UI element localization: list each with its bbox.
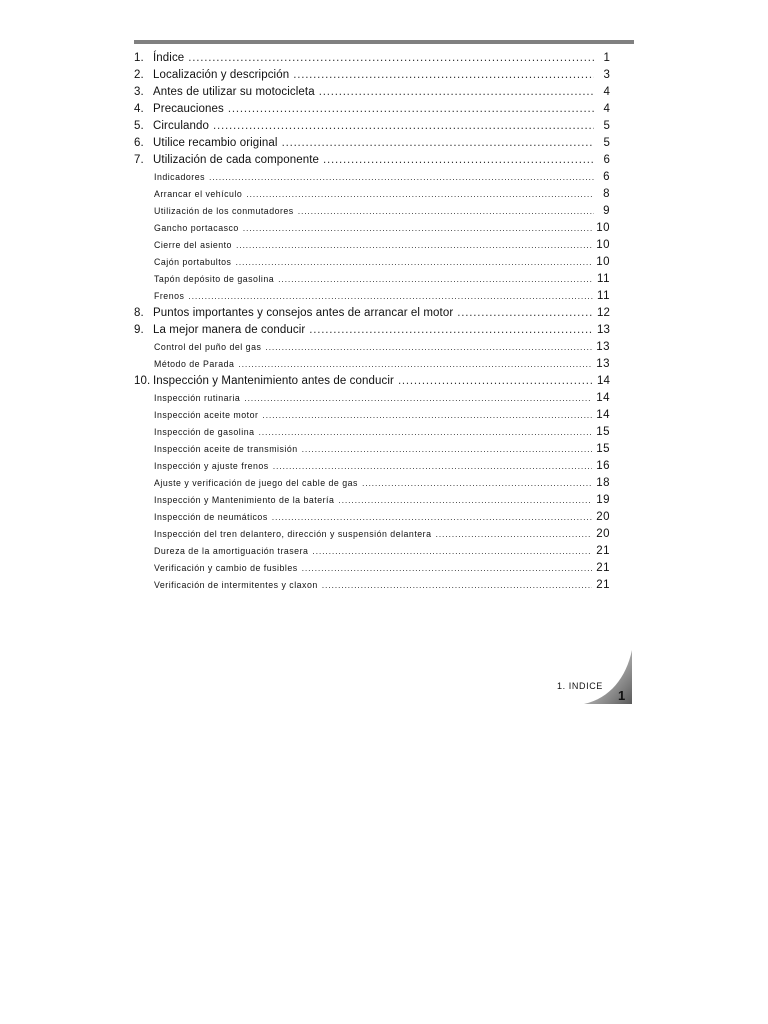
toc-entry-page: 18 xyxy=(596,477,610,489)
toc-entry[interactable] xyxy=(154,477,610,489)
toc-entry-label: La mejor manera de conducir xyxy=(153,324,306,336)
toc-leader-dots xyxy=(293,69,594,81)
toc-entry[interactable] xyxy=(154,545,610,557)
toc-entry-number: 8. xyxy=(134,307,144,319)
toc-entry-label: Gancho portacasco xyxy=(154,223,239,233)
toc-leader-dots xyxy=(338,495,592,505)
toc-entry-page: 12 xyxy=(597,307,610,319)
toc-leader-dots xyxy=(273,461,592,471)
toc-entry-page: 6 xyxy=(603,171,610,183)
toc-entry-label: Dureza de la amortiguación trasera xyxy=(154,546,309,556)
toc-entry[interactable] xyxy=(134,154,610,166)
toc-leader-dots xyxy=(265,342,592,352)
toc-entry-label: Tapón depósito de gasolina xyxy=(154,274,275,284)
toc-entry[interactable] xyxy=(134,307,610,319)
toc-entry-page: 4 xyxy=(603,103,610,115)
toc-leader-dots xyxy=(188,52,594,64)
toc-leader-dots xyxy=(312,546,592,556)
page-corner-decoration xyxy=(580,648,636,706)
toc-leader-dots xyxy=(278,274,593,284)
toc-entry-number: 4. xyxy=(134,103,144,115)
toc-entry[interactable] xyxy=(134,120,610,132)
toc-entry-label: Control del puño del gas xyxy=(154,342,262,352)
toc-leader-dots xyxy=(243,223,592,233)
toc-entry-label: Indicadores xyxy=(154,172,205,182)
toc-entry-label: Verificación de intermitentes y claxon xyxy=(154,580,318,590)
toc-entry-page: 3 xyxy=(603,69,610,81)
toc-entry-number: 3. xyxy=(134,86,144,98)
toc-leader-dots xyxy=(302,563,593,573)
toc-entry[interactable] xyxy=(134,103,610,115)
toc-entry-page: 20 xyxy=(596,511,610,523)
footer-section-label: 1. INDICE xyxy=(557,681,603,691)
toc-entry-label: Utilice recambio original xyxy=(153,137,278,149)
toc-entry-page: 14 xyxy=(596,409,610,421)
toc-entry[interactable] xyxy=(134,69,610,81)
toc-entry-label: Localización y descripción xyxy=(153,69,290,81)
toc-leader-dots xyxy=(188,291,593,301)
toc-entry-page: 21 xyxy=(596,562,610,574)
toc-entry-number: 6. xyxy=(134,137,144,149)
toc-entry-label: Inspección aceite motor xyxy=(154,410,259,420)
toc-entry-label: Arrancar el vehículo xyxy=(154,189,243,199)
toc-entry-page: 13 xyxy=(597,324,610,336)
toc-entry-page: 21 xyxy=(596,545,610,557)
toc-entry[interactable] xyxy=(134,86,610,98)
toc-entry[interactable] xyxy=(154,222,610,234)
toc-entry-page: 5 xyxy=(603,137,610,149)
toc-entry[interactable] xyxy=(154,205,610,217)
page-number: 1 xyxy=(618,688,626,703)
toc-entry-number: 7. xyxy=(134,154,144,166)
toc-leader-dots xyxy=(282,137,594,149)
toc-entry-label: Cajón portabultos xyxy=(154,257,232,267)
toc-entry-page: 6 xyxy=(603,154,610,166)
toc-entry[interactable] xyxy=(154,494,610,506)
toc-leader-dots xyxy=(209,172,594,182)
toc-leader-dots xyxy=(262,410,592,420)
toc-entry[interactable] xyxy=(154,443,610,455)
toc-entry-label: Cierre del asiento xyxy=(154,240,232,250)
toc-entry-label: Inspección y Mantenimiento de la batería xyxy=(154,495,335,505)
toc-entry-label: Método de Parada xyxy=(154,359,235,369)
toc-leader-dots xyxy=(322,580,592,590)
toc-entry[interactable] xyxy=(134,137,610,149)
toc-entry-page: 19 xyxy=(596,494,610,506)
toc-entry-page: 21 xyxy=(596,579,610,591)
toc-entry-page: 14 xyxy=(597,375,610,387)
toc-entry-page: 10 xyxy=(596,239,610,251)
toc-leader-dots xyxy=(246,189,594,199)
toc-leader-dots xyxy=(362,478,592,488)
toc-entry-number: 5. xyxy=(134,120,144,132)
toc-entry[interactable] xyxy=(154,511,610,523)
toc-entry[interactable] xyxy=(154,171,610,183)
toc-entry-page: 4 xyxy=(603,86,610,98)
toc-entry-page: 10 xyxy=(596,256,610,268)
toc-entry[interactable] xyxy=(154,579,610,591)
toc-entry-page: 14 xyxy=(596,392,610,404)
toc-leader-dots xyxy=(228,103,594,115)
toc-leader-dots xyxy=(235,257,592,267)
toc-entry[interactable] xyxy=(154,239,610,251)
toc-entry[interactable] xyxy=(154,426,610,438)
toc-entry[interactable] xyxy=(154,256,610,268)
toc-entry-label: Antes de utilizar su motocicleta xyxy=(153,86,315,98)
toc-entry-label: Puntos importantes y consejos antes de arrancar el motor xyxy=(153,307,454,319)
toc-entry-page: 1 xyxy=(603,52,610,64)
toc-leader-dots xyxy=(319,86,594,98)
toc-entry[interactable] xyxy=(134,324,610,336)
toc-entry-page: 13 xyxy=(596,341,610,353)
top-rule xyxy=(134,40,634,44)
toc-entry-label: Inspección aceite de transmisión xyxy=(154,444,298,454)
toc-entry[interactable] xyxy=(154,392,610,404)
toc-entry-label: Verificación y cambio de fusibles xyxy=(154,563,298,573)
toc-entry-label: Inspección de gasolina xyxy=(154,427,255,437)
toc-entry-number: 1. xyxy=(134,52,144,64)
toc-entry-label: Inspección del tren delantero, dirección y suspensión delantera xyxy=(154,529,432,539)
toc-entry-page: 9 xyxy=(603,205,610,217)
toc-entry-page: 11 xyxy=(597,290,610,302)
toc-leader-dots xyxy=(298,206,594,216)
toc-entry-page: 8 xyxy=(603,188,610,200)
toc-entry[interactable] xyxy=(154,358,610,370)
toc-entry-page: 13 xyxy=(596,358,610,370)
toc-leader-dots xyxy=(435,529,592,539)
toc-entry-label: Inspección y ajuste frenos xyxy=(154,461,269,471)
toc-entry-label: Índice xyxy=(153,52,185,64)
toc-entry[interactable] xyxy=(154,290,610,302)
toc-entry-page: 15 xyxy=(596,443,610,455)
toc-entry-label: Inspección y Mantenimiento antes de conducir xyxy=(153,375,394,387)
toc-leader-dots xyxy=(238,359,592,369)
toc-entry[interactable] xyxy=(154,273,610,285)
toc-leader-dots xyxy=(259,427,593,437)
toc-entry-label: Inspección rutinaria xyxy=(154,393,241,403)
toc-entry[interactable] xyxy=(134,375,610,387)
toc-entry[interactable] xyxy=(154,188,610,200)
toc-entry[interactable] xyxy=(154,460,610,472)
toc-entry-page: 16 xyxy=(596,460,610,472)
toc-entry-label: Frenos xyxy=(154,291,185,301)
toc-entry-number: 9. xyxy=(134,324,144,336)
toc-entry-page: 20 xyxy=(596,528,610,540)
toc-leader-dots xyxy=(272,512,592,522)
toc-entry[interactable] xyxy=(154,562,610,574)
toc-entry[interactable] xyxy=(154,341,610,353)
toc-leader-dots xyxy=(457,307,593,319)
toc-leader-dots xyxy=(323,154,594,166)
toc-entry-label: Ajuste y verificación de juego del cable de gas xyxy=(154,478,358,488)
toc-entry-page: 10 xyxy=(596,222,610,234)
toc-entry-label: Inspección de neumáticos xyxy=(154,512,268,522)
toc-entry[interactable] xyxy=(154,409,610,421)
toc-entry-number: 2. xyxy=(134,69,144,81)
toc-leader-dots xyxy=(398,375,593,387)
toc-leader-dots xyxy=(309,324,593,336)
toc-leader-dots xyxy=(213,120,594,132)
toc-entry-number: 10. xyxy=(134,375,151,387)
toc-entry-page: 15 xyxy=(596,426,610,438)
toc-entry-page: 5 xyxy=(603,120,610,132)
toc-entry-label: Utilización de cada componente xyxy=(153,154,320,166)
toc-entry[interactable] xyxy=(134,52,610,64)
toc-entry-label: Utilización de los conmutadores xyxy=(154,206,294,216)
toc-entry[interactable] xyxy=(154,528,610,540)
toc-leader-dots xyxy=(236,240,592,250)
toc-entry-label: Precauciones xyxy=(153,103,224,115)
toc-leader-dots xyxy=(302,444,593,454)
toc-entry-label: Circulando xyxy=(153,120,209,132)
toc-entry-page: 11 xyxy=(597,273,610,285)
toc-leader-dots xyxy=(244,393,592,403)
